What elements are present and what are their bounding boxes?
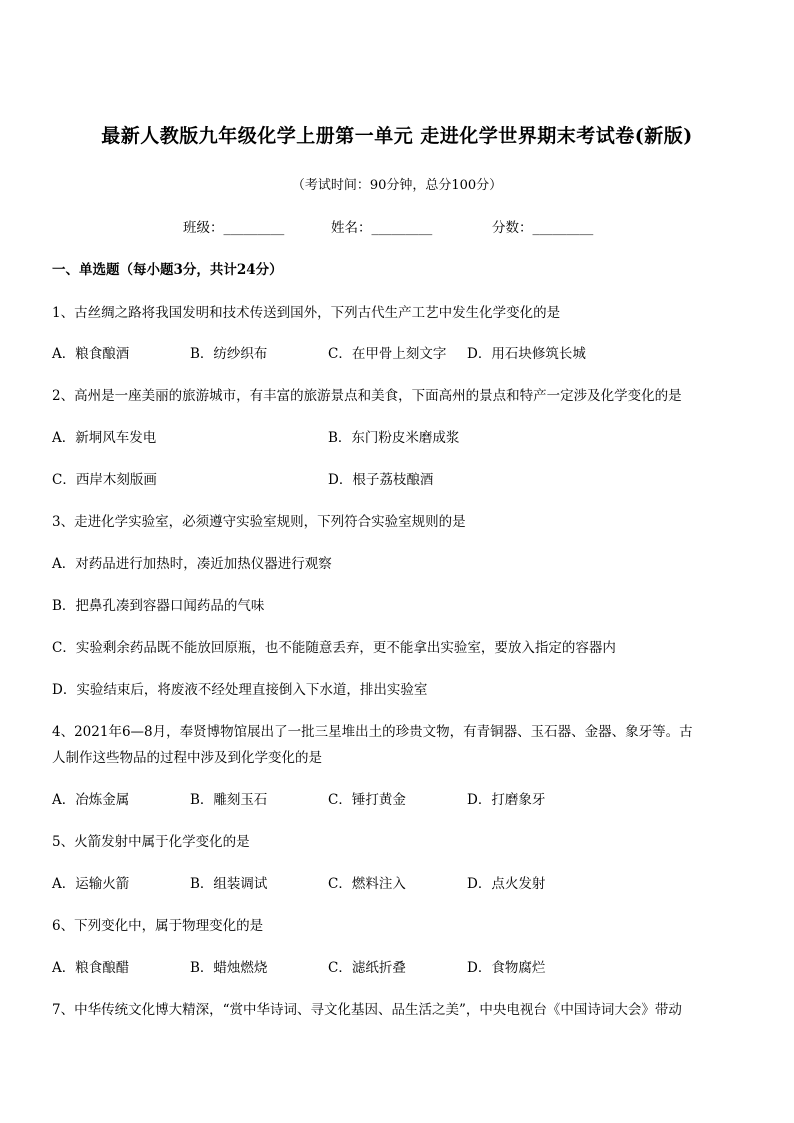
option-b: B．雕刻玉石 — [190, 792, 268, 808]
option-a: A．运输火箭 — [52, 876, 130, 892]
option-a: A．粮食酿醋 — [52, 960, 130, 976]
question-2-stem: 2、高州是一座美丽的旅游城市，有丰富的旅游景点和美食，下面高州的景点和特产一定涉及化学变化的是 — [52, 388, 682, 404]
option-d: D．实验结束后，将废液不经处理直接倒入下水道，排出实验室 — [52, 682, 428, 698]
option-c: C．实验剩余药品既不能放回原瓶，也不能随意丢弃，更不能拿出实验室，要放入指定的容器内 — [52, 640, 616, 656]
option-d: D．用石块修筑长城 — [467, 346, 586, 362]
option-a: A．粮食酿酒 — [52, 346, 130, 362]
option-c: C．西岸木刻版画 — [52, 472, 157, 488]
option-b: B．东门粉皮米磨成浆 — [328, 430, 460, 446]
exam-title: 最新人教版九年级化学上册第一单元 走进化学世界期末考试卷(新版) — [101, 125, 693, 147]
class-field: 班级：_________ — [183, 220, 285, 236]
name-field: 姓名：_________ — [331, 220, 433, 236]
option-c: C．在甲骨上刻文字 — [328, 346, 447, 362]
exam-subtitle: （考试时间：90分钟，总分100分） — [291, 178, 503, 193]
question-3-stem: 3、走进化学实验室，必须遵守实验室规则，下列符合实验室规则的是 — [52, 514, 466, 530]
option-c: C．燃料注入 — [328, 876, 406, 892]
question-4-stem-line1: 4、2021年6—8月，奉贤博物馆展出了一批三星堆出土的珍贵文物，有青铜器、玉石器、金器、象牙等。古 — [52, 724, 693, 740]
option-c: C．滤纸折叠 — [328, 960, 406, 976]
option-d: D．食物腐烂 — [467, 960, 546, 976]
score-field: 分数：_________ — [492, 220, 594, 236]
question-1-stem: 1、古丝绸之路将我国发明和技术传送到国外，下列古代生产工艺中发生化学变化的是 — [52, 305, 561, 321]
question-7-stem: 7、中华传统文化博大精深，“赏中华诗词、寻文化基因、品生活之美”，中央电视台《中国诗词大会》带动 — [52, 1002, 682, 1018]
question-5-stem: 5、火箭发射中属于化学变化的是 — [52, 834, 250, 850]
option-d: D．点火发射 — [467, 876, 546, 892]
option-b: B．蜡烛燃烧 — [190, 960, 268, 976]
option-b: B．纺纱织布 — [190, 346, 268, 362]
student-info-row — [183, 216, 593, 236]
option-a: A．冶炼金属 — [52, 792, 130, 808]
option-d: D．根子荔枝酿酒 — [328, 472, 434, 488]
option-c: C．锤打黄金 — [328, 792, 406, 808]
question-4-stem-line2: 人制作这些物品的过程中涉及到化学变化的是 — [52, 750, 322, 766]
option-b: B．组装调试 — [190, 876, 268, 892]
section-heading: 一、单选题（每小题3分，共计24分） — [52, 262, 283, 278]
option-a: A．对药品进行加热时，凑近加热仪器进行观察 — [52, 556, 332, 572]
question-6-stem: 6、下列变化中，属于物理变化的是 — [52, 918, 264, 934]
option-a: A．新垌风车发电 — [52, 430, 157, 446]
option-d: D．打磨象牙 — [467, 792, 546, 808]
option-b: B．把鼻孔凑到容器口闻药品的气味 — [52, 598, 265, 614]
